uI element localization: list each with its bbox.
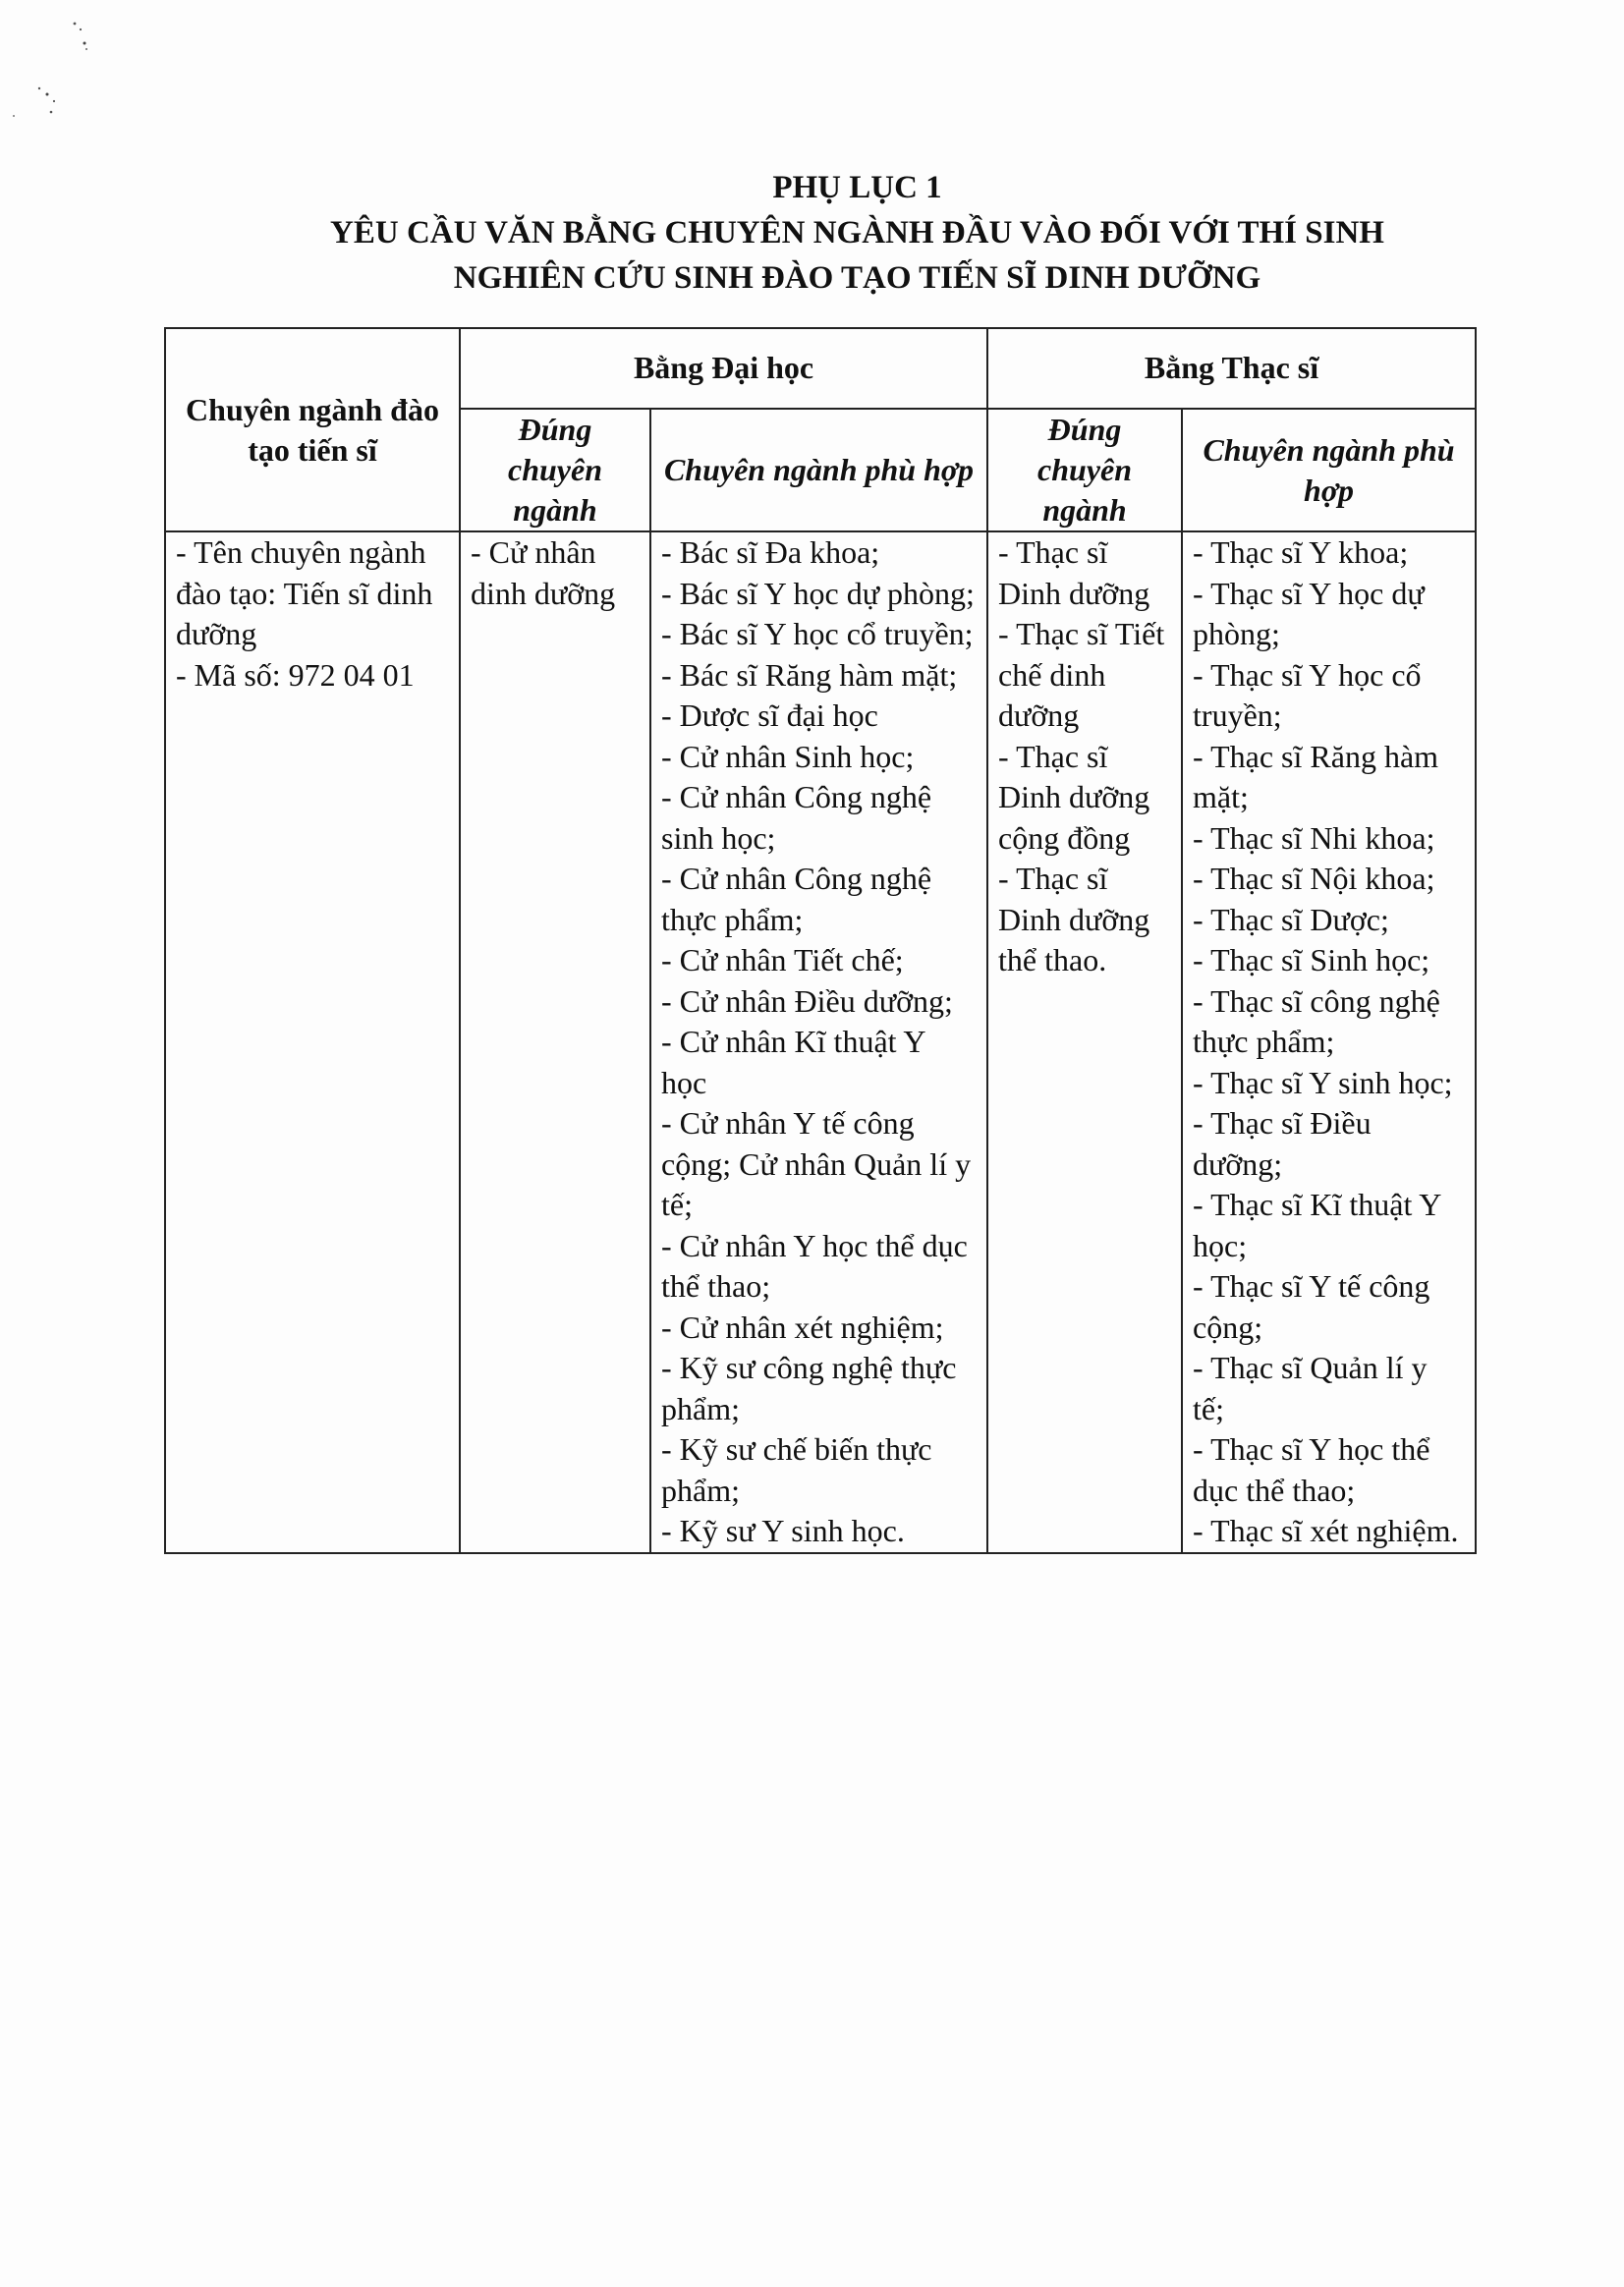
list-item: - Thạc sĩ Dinh dưỡng thể thao. [998,861,1150,977]
list-item: - Thạc sĩ Y học dự phòng; [1193,575,1425,651]
list-item: - Cử nhân Kĩ thuật Y học [661,1024,925,1100]
list-item: - Cử nhân dinh dưỡng [471,534,616,611]
header-bachelor-exact: Đúng chuyên ngành [460,409,650,531]
bachelor-related-cell [650,531,987,1553]
header-bachelor-related: Chuyên ngành phù hợp [650,409,987,531]
list-item: - Thạc sĩ Nội khoa; [1193,861,1435,896]
list-item: - Cử nhân Tiết chế; [661,942,904,977]
document-title [0,165,1624,301]
list-item: - Thạc sĩ Y khoa; [1193,534,1409,570]
header-master-exact: Đúng chuyên ngành [987,409,1182,531]
list-item: - Kỹ sư Y sinh học. [661,1513,905,1548]
list-item: - Thạc sĩ xét nghiệm. [1193,1513,1459,1548]
list-item: - Thạc sĩ Dinh dưỡng [998,534,1150,611]
list-item: - Bác sĩ Y học cổ truyền; [661,616,974,651]
header-row-1 [165,328,1476,409]
header-master: Bằng Thạc sĩ [987,328,1476,409]
list-item: - Thạc sĩ Nhi khoa; [1193,819,1435,856]
program-cell [165,531,460,1553]
list-item: - Thạc sĩ Y học cổ truyền; [1193,656,1422,733]
header-bachelor: Bằng Đại học [460,328,987,409]
list-item: - Kỹ sư công nghệ thực phẩm; [661,1350,957,1426]
requirements-table [164,327,1477,1554]
list-item: - Kỹ sư chế biến thực phẩm; [661,1431,932,1508]
list-item: - Thạc sĩ Y sinh học; [1193,1064,1453,1100]
list-item: - Cử nhân xét nghiệm; [661,1309,944,1345]
list-item: - Mã số: 972 04 01 [176,656,415,693]
list-item: - Tên chuyên ngành đào tạo: Tiến sĩ dinh dưỡng [176,534,433,651]
list-item: - Thạc sĩ Kĩ thuật Y học; [1193,1187,1441,1263]
title-line-3: NGHIÊN CỨU SINH ĐÀO TẠO TIẾN SĨ DINH DƯỠNG [453,260,1261,296]
list-item: - Thạc sĩ Sinh học; [1193,942,1430,977]
list-item: - Thạc sĩ Điều dưỡng; [1193,1105,1372,1182]
list-item: - Thạc sĩ Dược; [1193,901,1389,937]
list-item: - Bác sĩ Y học dự phòng; [661,575,975,611]
list-item: - Cử nhân Điều dưỡng; [661,982,953,1019]
list-item: - Cử nhân Y tế công cộng; Cử nhân Quản lí y tế; [661,1105,972,1222]
list-item: - Thạc sĩ Y học thể dục thể thao; [1193,1431,1430,1508]
master-exact-cell [987,531,1182,1553]
list-item: - Bác sĩ Răng hàm mặt; [661,656,958,693]
list-item: - Thạc sĩ Tiết chế dinh dưỡng [998,616,1165,733]
header-master-related: Chuyên ngành phù hợp [1182,409,1476,531]
list-item: - Thạc sĩ công nghệ thực phẩm; [1193,982,1440,1059]
list-item: - Thạc sĩ Răng hàm mặt; [1193,738,1439,814]
title-line-2: YÊU CẦU VĂN BẰNG CHUYÊN NGÀNH ĐẦU VÀO ĐỐI VỚI THÍ SINH [330,215,1384,251]
list-item: - Dược sĩ đại học [661,697,878,733]
list-item: - Thạc sĩ Dinh dưỡng cộng đồng [998,738,1150,856]
table-row [165,531,1476,1553]
header-program: Chuyên ngành đào tạo tiến sĩ [165,328,460,531]
master-related-cell [1182,531,1476,1553]
list-item: - Thạc sĩ Y tế công cộng; [1193,1268,1430,1345]
list-item: - Cử nhân Y học thể dục thể thao; [661,1227,968,1304]
title-line-1: PHỤ LỤC 1 [772,170,942,205]
list-item: - Bác sĩ Đa khoa; [661,534,880,570]
list-item: - Cử nhân Công nghệ thực phẩm; [661,861,932,937]
list-item: - Cử nhân Công nghệ sinh học; [661,779,932,856]
list-item: - Thạc sĩ Quản lí y tế; [1193,1350,1428,1426]
bachelor-exact-cell [460,531,650,1553]
scan-specks [0,0,98,138]
list-item: - Cử nhân Sinh học; [661,738,915,774]
